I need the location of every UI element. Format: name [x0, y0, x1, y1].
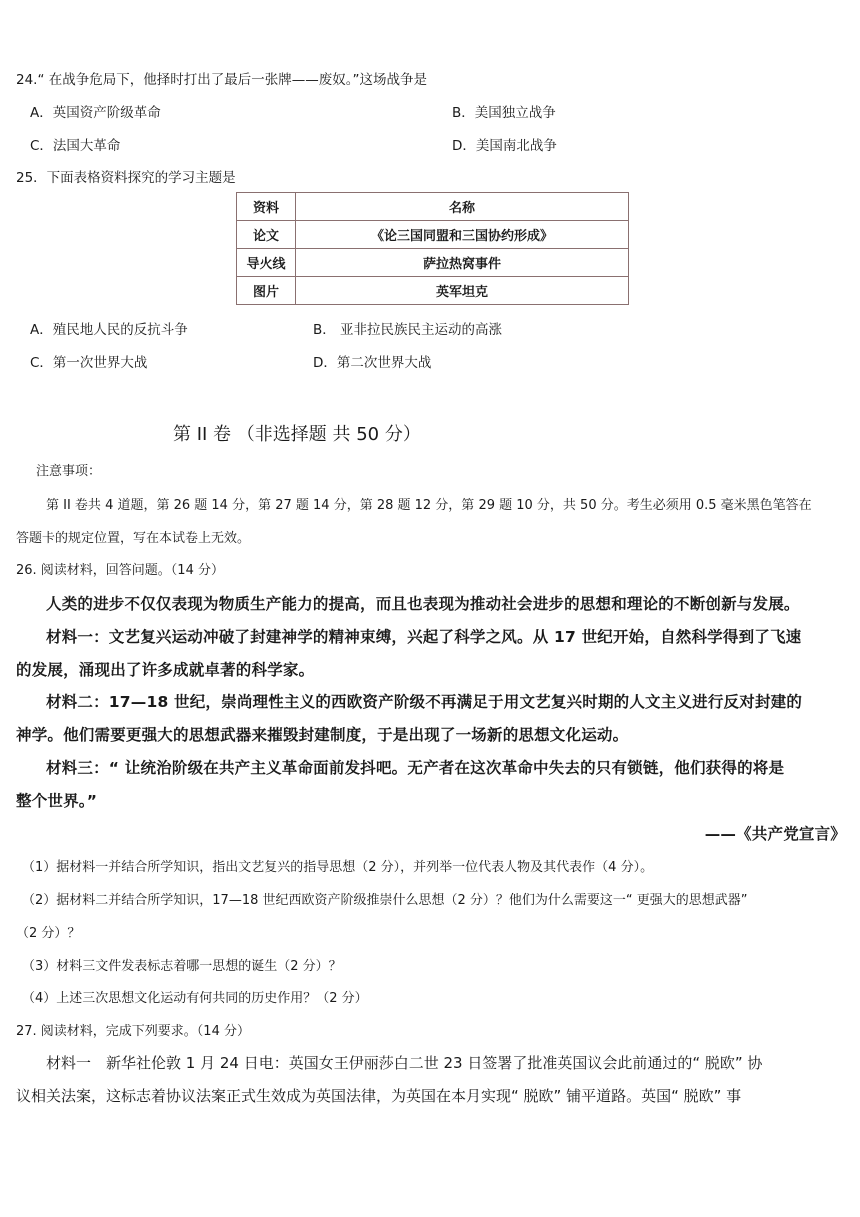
- q24-option-a: A．英国资产阶级革命: [30, 105, 161, 121]
- table-cell: 《论三国同盟和三国协约形成》: [296, 221, 629, 249]
- q26-source: ——《共产党宣言》: [704, 825, 846, 843]
- q26-material-2-line-2: 神学。他们需要更强大的思想武器来摧毁封建制度，于是出现了一场新的思想文化运动。: [16, 726, 629, 744]
- table-header-row: [237, 193, 629, 221]
- q24-option-c: C．法国大革命: [30, 138, 121, 154]
- q26-sub-question-4: （4）上述三次思想文化运动有何共同的历史作用？（2 分）: [22, 991, 368, 1006]
- table-cell: 萨拉热窝事件: [296, 249, 629, 277]
- q26-stem: 26. 阅读材料，回答问题。（14 分）: [16, 563, 224, 578]
- table-cell: 英军坦克: [296, 277, 629, 305]
- table-cell: 论文: [237, 221, 296, 249]
- section-title: 第 II 卷 （非选择题 共 50 分）: [173, 424, 421, 445]
- q25-option-a: A．殖民地人民的反抗斗争: [30, 322, 188, 338]
- notice-line-1: 第 II 卷共 4 道题，第 26 题 14 分，第 27 题 14 分，第 28 题 12 分，第 29 题 10 分，共 50 分。考生必须用 0.5 毫米黑色笔答在: [46, 498, 812, 513]
- q27-material-1-line-2: 议相关法案，这标志着协议法案正式生效成为英国法律，为英国在本月实现“ 脱欧” 铺平道路。英国“ 脱欧” 事: [16, 1087, 742, 1105]
- q24-option-b: B．美国独立战争: [452, 105, 556, 121]
- q25-option-d: D．第二次世界大战: [313, 355, 432, 371]
- table-cell: 导火线: [237, 249, 296, 277]
- table-row: [237, 249, 629, 277]
- table-row: [237, 277, 629, 305]
- q24-stem: 24.“ 在战争危局下，他择时打出了最后一张牌——废奴。”这场战争是: [16, 72, 427, 88]
- q26-sub-question-2-line-1: （2）据材料二并结合所学知识，17—18 世纪西欧资产阶级推崇什么思想（2 分）？他们为什么需要这一“ 更强大的思想武器”: [22, 893, 748, 908]
- table-header-cell: 名称: [296, 193, 629, 221]
- q27-material-1-line-1: 材料一 新华社伦敦 1 月 24 日电：英国女王伊丽莎白二世 23 日签署了批准英国议会此前通过的“ 脱欧” 协: [46, 1054, 763, 1072]
- q26-material-1-line-1: 材料一：文艺复兴运动冲破了封建神学的精神束缚，兴起了科学之风。从 17 世纪开始，自然科学得到了飞速: [46, 628, 802, 646]
- q26-material-2-line-1: 材料二：17—18 世纪，崇尚理性主义的西欧资产阶级不再满足于用文艺复兴时期的人文主义进行反对封建的: [46, 693, 803, 711]
- q27-stem: 27. 阅读材料，完成下列要求。（14 分）: [16, 1024, 250, 1039]
- q26-material-1-line-2: 的发展，涌现出了许多成就卓著的科学家。: [16, 661, 315, 679]
- table-header-cell: 资料: [237, 193, 296, 221]
- notice-label: 注意事项：: [36, 464, 102, 479]
- q26-sub-question-1: （1）据材料一并结合所学知识，指出文艺复兴的指导思想（2 分），并列举一位代表人物及其代表作（4 分）。: [22, 860, 654, 875]
- q25-option-b: B． 亚非拉民族民主运动的高涨: [313, 322, 503, 338]
- q26-material-3-line-2: 整个世界。”: [16, 792, 98, 810]
- table-row: [237, 221, 629, 249]
- q25-stem: 25．下面表格资料探究的学习主题是: [16, 170, 236, 186]
- table-cell: 图片: [237, 277, 296, 305]
- q26-sub-question-2-line-2: （2 分）？: [16, 926, 81, 941]
- q26-intro: 人类的进步不仅仅表现为物质生产能力的提高，而且也表现为推动社会进步的思想和理论的不断创新与发展。: [46, 595, 800, 613]
- q25-source-table: [236, 192, 629, 305]
- q26-sub-question-3: （3）材料三文件发表标志着哪一思想的诞生（2 分）？: [22, 959, 342, 974]
- q26-material-3-line-1: 材料三：“ 让统治阶级在共产主义革命面前发抖吧。无产者在这次革命中失去的只有锁链，他们获得的将是: [46, 759, 785, 777]
- q24-option-d: D．美国南北战争: [452, 138, 557, 154]
- notice-line-2: 答题卡的规定位置，写在本试卷上无效。: [16, 531, 251, 546]
- q25-option-c: C．第一次世界大战: [30, 355, 148, 371]
